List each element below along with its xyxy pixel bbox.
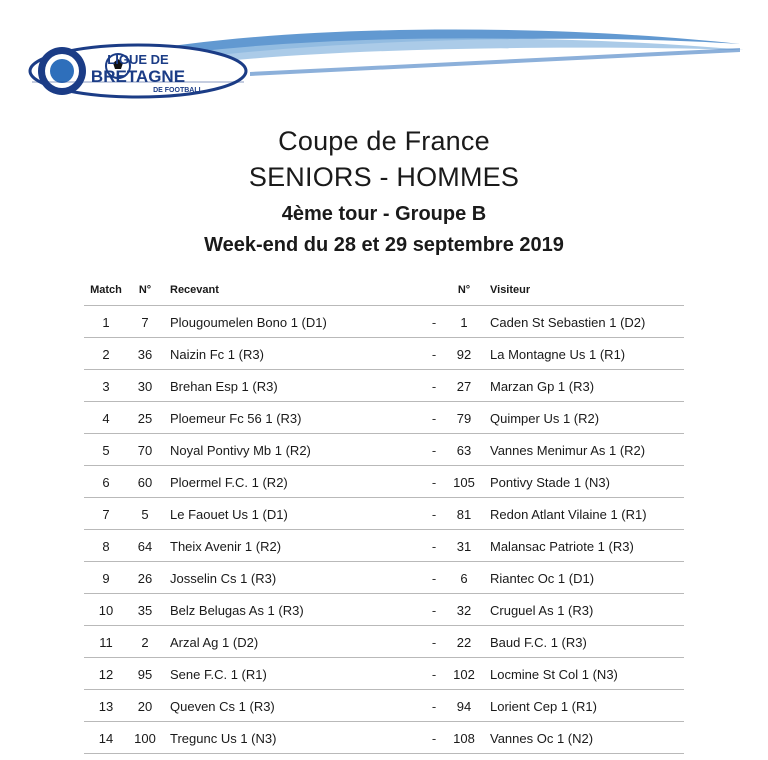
cell-home-number: 60 xyxy=(128,466,162,498)
matches-table-body xyxy=(84,306,684,754)
cell-away-team: Lorient Cep 1 (R1) xyxy=(482,690,684,722)
cell-home-team: Naizin Fc 1 (R3) xyxy=(162,338,422,370)
cell-home-team: Ploermel F.C. 1 (R2) xyxy=(162,466,422,498)
table-row xyxy=(84,594,684,626)
cell-home-team: Tregunc Us 1 (N3) xyxy=(162,722,422,754)
cell-home-number: 2 xyxy=(128,626,162,658)
document-titles xyxy=(0,124,768,260)
column-header-separator xyxy=(422,284,446,306)
cell-match-number: 2 xyxy=(84,338,128,370)
cell-match-number: 11 xyxy=(84,626,128,658)
table-row xyxy=(84,626,684,658)
table-row xyxy=(84,498,684,530)
table-row xyxy=(84,306,684,338)
cell-separator: - xyxy=(422,338,446,370)
cell-away-number: 1 xyxy=(446,306,482,338)
cell-home-team: Sene F.C. 1 (R1) xyxy=(162,658,422,690)
cell-match-number: 10 xyxy=(84,594,128,626)
cell-home-team: Arzal Ag 1 (D2) xyxy=(162,626,422,658)
cell-separator: - xyxy=(422,626,446,658)
cell-home-number: 70 xyxy=(128,434,162,466)
cell-separator: - xyxy=(422,658,446,690)
cell-match-number: 9 xyxy=(84,562,128,594)
cell-match-number: 6 xyxy=(84,466,128,498)
cell-away-team: Quimper Us 1 (R2) xyxy=(482,402,684,434)
cell-away-number: 102 xyxy=(446,658,482,690)
table-row xyxy=(84,658,684,690)
cell-separator: - xyxy=(422,306,446,338)
cell-home-number: 64 xyxy=(128,530,162,562)
cell-match-number: 12 xyxy=(84,658,128,690)
cell-home-team: Josselin Cs 1 (R3) xyxy=(162,562,422,594)
cell-match-number: 4 xyxy=(84,402,128,434)
cell-away-team: Caden St Sebastien 1 (D2) xyxy=(482,306,684,338)
cell-away-team: Pontivy Stade 1 (N3) xyxy=(482,466,684,498)
matches-table-head xyxy=(84,284,684,306)
logo-line3: DE FOOTBALL xyxy=(153,87,203,94)
cell-separator: - xyxy=(422,530,446,562)
column-header-home: Recevant xyxy=(170,284,219,297)
cell-separator: - xyxy=(422,594,446,626)
cell-home-number: 5 xyxy=(128,498,162,530)
cell-separator: - xyxy=(422,722,446,754)
table-row xyxy=(84,402,684,434)
cell-away-team: Vannes Oc 1 (N2) xyxy=(482,722,684,754)
cell-home-number: 20 xyxy=(128,690,162,722)
cell-home-number: 7 xyxy=(128,306,162,338)
cell-home-number: 36 xyxy=(128,338,162,370)
cell-away-team: Locmine St Col 1 (N3) xyxy=(482,658,684,690)
cell-away-team: Vannes Menimur As 1 (R2) xyxy=(482,434,684,466)
cell-separator: - xyxy=(422,402,446,434)
cell-home-team: Plougoumelen Bono 1 (D1) xyxy=(162,306,422,338)
cell-home-number: 30 xyxy=(128,370,162,402)
cell-match-number: 5 xyxy=(84,434,128,466)
cell-home-team: Belz Belugas As 1 (R3) xyxy=(162,594,422,626)
cell-home-team: Noyal Pontivy Mb 1 (R2) xyxy=(162,434,422,466)
cell-away-number: 27 xyxy=(446,370,482,402)
cell-separator: - xyxy=(422,498,446,530)
cell-away-number: 79 xyxy=(446,402,482,434)
cell-separator: - xyxy=(422,562,446,594)
cell-away-team: Baud F.C. 1 (R3) xyxy=(482,626,684,658)
cell-away-number: 105 xyxy=(446,466,482,498)
cell-away-team: Riantec Oc 1 (D1) xyxy=(482,562,684,594)
cell-home-number: 26 xyxy=(128,562,162,594)
column-header-away-number: N° xyxy=(457,284,471,297)
cell-away-number: 94 xyxy=(446,690,482,722)
cell-away-team: Marzan Gp 1 (R3) xyxy=(482,370,684,402)
cell-away-team: Malansac Patriote 1 (R3) xyxy=(482,530,684,562)
cell-separator: - xyxy=(422,434,446,466)
table-row xyxy=(84,466,684,498)
cell-away-number: 6 xyxy=(446,562,482,594)
table-row xyxy=(84,338,684,370)
logo-line2: BRETAGNE xyxy=(90,67,186,86)
cell-away-number: 108 xyxy=(446,722,482,754)
page-title-category: SENIORS - HOMMES xyxy=(248,161,520,192)
cell-away-team: Cruguel As 1 (R3) xyxy=(482,594,684,626)
cell-match-number: 13 xyxy=(84,690,128,722)
table-header-row xyxy=(84,284,684,306)
cell-home-team: Theix Avenir 1 (R2) xyxy=(162,530,422,562)
page-title-competition: Coupe de France xyxy=(278,126,490,156)
cell-away-number: 81 xyxy=(446,498,482,530)
cell-separator: - xyxy=(422,370,446,402)
column-header-match: Match xyxy=(90,284,122,297)
cell-match-number: 8 xyxy=(84,530,128,562)
cell-separator: - xyxy=(422,690,446,722)
table-row xyxy=(84,562,684,594)
table-row xyxy=(84,370,684,402)
cell-home-number: 95 xyxy=(128,658,162,690)
cell-separator: - xyxy=(422,466,446,498)
cell-away-number: 22 xyxy=(446,626,482,658)
document-header xyxy=(0,0,768,112)
cell-match-number: 14 xyxy=(84,722,128,754)
ligue-de-bretagne-logo xyxy=(26,40,250,102)
cell-home-team: Brehan Esp 1 (R3) xyxy=(162,370,422,402)
cell-match-number: 3 xyxy=(84,370,128,402)
cell-match-number: 1 xyxy=(84,306,128,338)
cell-home-number: 35 xyxy=(128,594,162,626)
table-row xyxy=(84,690,684,722)
table-row xyxy=(84,434,684,466)
page-title-round: 4ème tour - Groupe B xyxy=(281,203,487,226)
cell-home-number: 25 xyxy=(128,402,162,434)
cell-home-number: 100 xyxy=(128,722,162,754)
cell-away-number: 31 xyxy=(446,530,482,562)
page-title-date: Week-end du 28 et 29 septembre 2019 xyxy=(204,234,564,257)
column-header-home-number: N° xyxy=(138,284,152,297)
cell-match-number: 7 xyxy=(84,498,128,530)
column-header-away: Visiteur xyxy=(490,284,531,297)
table-row xyxy=(84,722,684,754)
cell-home-team: Ploemeur Fc 56 1 (R3) xyxy=(162,402,422,434)
cell-away-number: 92 xyxy=(446,338,482,370)
table-row xyxy=(84,530,684,562)
cell-away-number: 63 xyxy=(446,434,482,466)
cell-away-number: 32 xyxy=(446,594,482,626)
matches-table-wrapper xyxy=(84,284,684,754)
matches-table xyxy=(84,284,684,754)
cell-home-team: Queven Cs 1 (R3) xyxy=(162,690,422,722)
cell-away-team: La Montagne Us 1 (R1) xyxy=(482,338,684,370)
cell-home-team: Le Faouet Us 1 (D1) xyxy=(162,498,422,530)
cell-away-team: Redon Atlant Vilaine 1 (R1) xyxy=(482,498,684,530)
logo-line1: LIGUE DE xyxy=(107,52,169,67)
